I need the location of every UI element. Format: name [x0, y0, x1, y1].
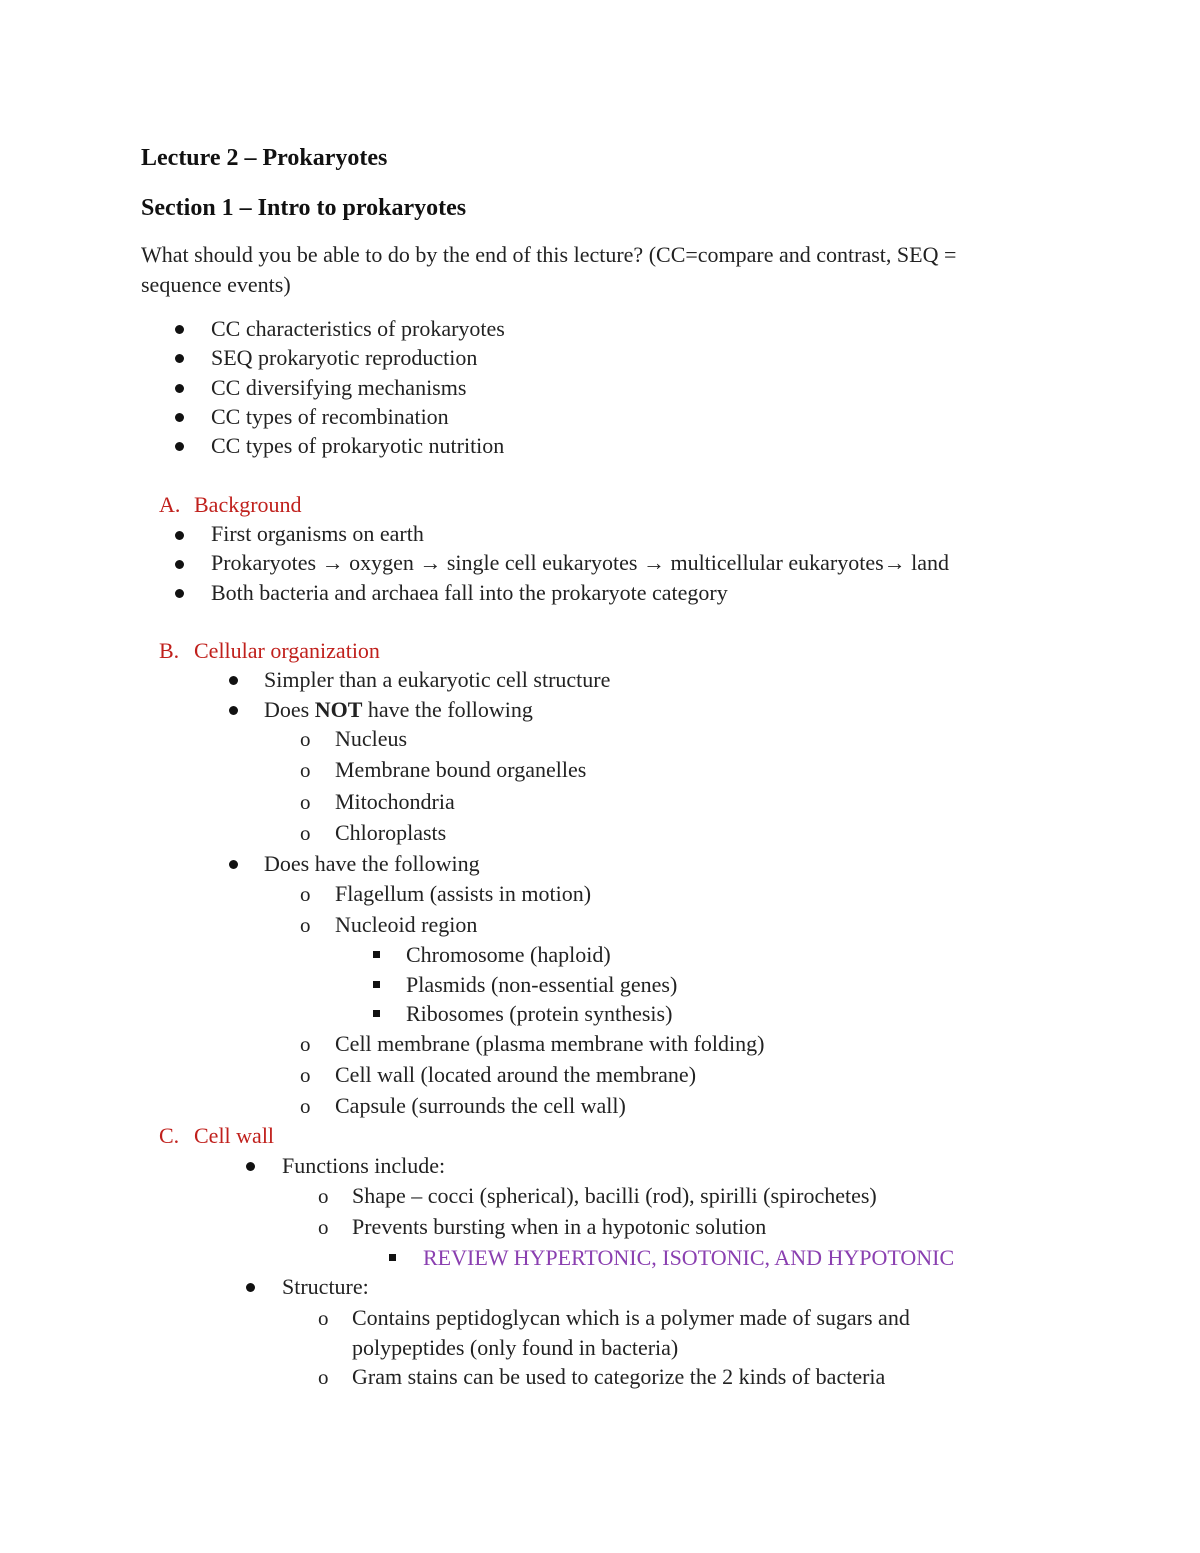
circle-bullet-icon: o — [300, 821, 311, 845]
square-bullet-icon — [389, 1254, 396, 1261]
does-not-prefix: Does — [264, 697, 315, 722]
bullet-icon — [229, 706, 238, 715]
sub-item: Cell wall (located around the membrane) — [335, 1062, 697, 1087]
circle-bullet-icon: o — [318, 1365, 329, 1389]
circle-bullet-icon: o — [300, 913, 311, 937]
section-title: Section 1 – Intro to prokaryotes — [141, 195, 467, 221]
list-item: Both bacteria and archaea fall into the prokaryote category — [211, 580, 728, 605]
list-item-does-not — [264, 697, 533, 723]
bullet-icon — [246, 1283, 255, 1292]
bullet-icon — [229, 860, 238, 869]
sub-item-line1: Contains peptidoglycan which is a polymer made of sugars and — [352, 1305, 910, 1330]
sub-item-line2: polypeptides (only found in bacteria) — [352, 1335, 679, 1360]
sub-item: Cell membrane (plasma membrane with folding) — [335, 1031, 765, 1056]
sub-item: Nucleoid region — [335, 912, 478, 937]
circle-bullet-icon: o — [300, 758, 311, 782]
bullet-icon — [175, 325, 184, 334]
sub-item: Chloroplasts — [335, 820, 447, 845]
list-item: First organisms on earth — [211, 521, 424, 546]
list-item: Prokaryotes → oxygen → single cell eukaryotes → multicellular eukaryotes→ land — [211, 550, 950, 575]
circle-bullet-icon: o — [300, 727, 311, 751]
bullet-icon — [175, 384, 184, 393]
sub-item: Nucleus — [335, 726, 408, 751]
circle-bullet-icon: o — [300, 1032, 311, 1056]
square-bullet-icon — [373, 981, 380, 988]
bullet-icon — [175, 354, 184, 363]
sub-item: Mitochondria — [335, 789, 455, 814]
sub-item: Gram stains can be used to categorize the 2 kinds of bacteria — [352, 1364, 886, 1389]
section-b-marker: B. — [159, 638, 180, 663]
objective-item: CC types of prokaryotic nutrition — [211, 433, 505, 458]
sub-item: Membrane bound organelles — [335, 757, 587, 782]
intro-text-line2: sequence events) — [141, 272, 291, 297]
does-not-suffix: have the following — [362, 697, 533, 722]
section-a-heading: Background — [194, 492, 302, 517]
sub-sub-item: Plasmids (non-essential genes) — [406, 972, 678, 997]
bullet-icon — [175, 560, 184, 569]
section-c-heading: Cell wall — [194, 1123, 275, 1148]
bullet-icon — [175, 589, 184, 598]
sub-sub-item: Ribosomes (protein synthesis) — [406, 1001, 673, 1026]
sub-item: Shape – cocci (spherical), bacilli (rod), spirilli (spirochetes) — [352, 1183, 877, 1208]
objective-item: SEQ prokaryotic reproduction — [211, 345, 478, 370]
section-c-marker: C. — [159, 1123, 180, 1148]
does-not-bold: NOT — [314, 697, 363, 722]
circle-bullet-icon: o — [300, 882, 311, 906]
section-b-heading: Cellular organization — [194, 638, 380, 663]
list-item: Does have the following — [264, 851, 480, 876]
objective-item: CC characteristics of prokaryotes — [211, 316, 505, 341]
bullet-icon — [175, 413, 184, 422]
page-title: Lecture 2 – Prokaryotes — [141, 145, 388, 171]
sub-item: Prevents bursting when in a hypotonic solution — [352, 1214, 767, 1239]
circle-bullet-icon: o — [318, 1306, 329, 1330]
circle-bullet-icon: o — [318, 1215, 329, 1239]
circle-bullet-icon: o — [300, 1063, 311, 1087]
sub-item: Flagellum (assists in motion) — [335, 881, 592, 906]
list-item: Structure: — [282, 1274, 369, 1299]
list-item: Simpler than a eukaryotic cell structure — [264, 667, 611, 692]
bullet-icon — [175, 442, 184, 451]
square-bullet-icon — [373, 951, 380, 958]
circle-bullet-icon: o — [300, 1094, 311, 1118]
list-item: Functions include: — [282, 1153, 446, 1178]
objective-item: CC types of recombination — [211, 404, 449, 429]
sub-sub-item: Chromosome (haploid) — [406, 942, 611, 967]
objective-item: CC diversifying mechanisms — [211, 375, 467, 400]
section-a-marker: A. — [159, 492, 181, 517]
bullet-icon — [246, 1162, 255, 1171]
bullet-icon — [229, 676, 238, 685]
circle-bullet-icon: o — [300, 790, 311, 814]
sub-item: Capsule (surrounds the cell wall) — [335, 1093, 626, 1118]
square-bullet-icon — [373, 1010, 380, 1017]
circle-bullet-icon: o — [318, 1184, 329, 1208]
bullet-icon — [175, 531, 184, 540]
review-note: REVIEW HYPERTONIC, ISOTONIC, AND HYPOTONIC — [423, 1245, 955, 1270]
intro-text-line1: What should you be able to do by the end of this lecture? (CC=compare and contrast, SEQ = — [141, 242, 957, 267]
